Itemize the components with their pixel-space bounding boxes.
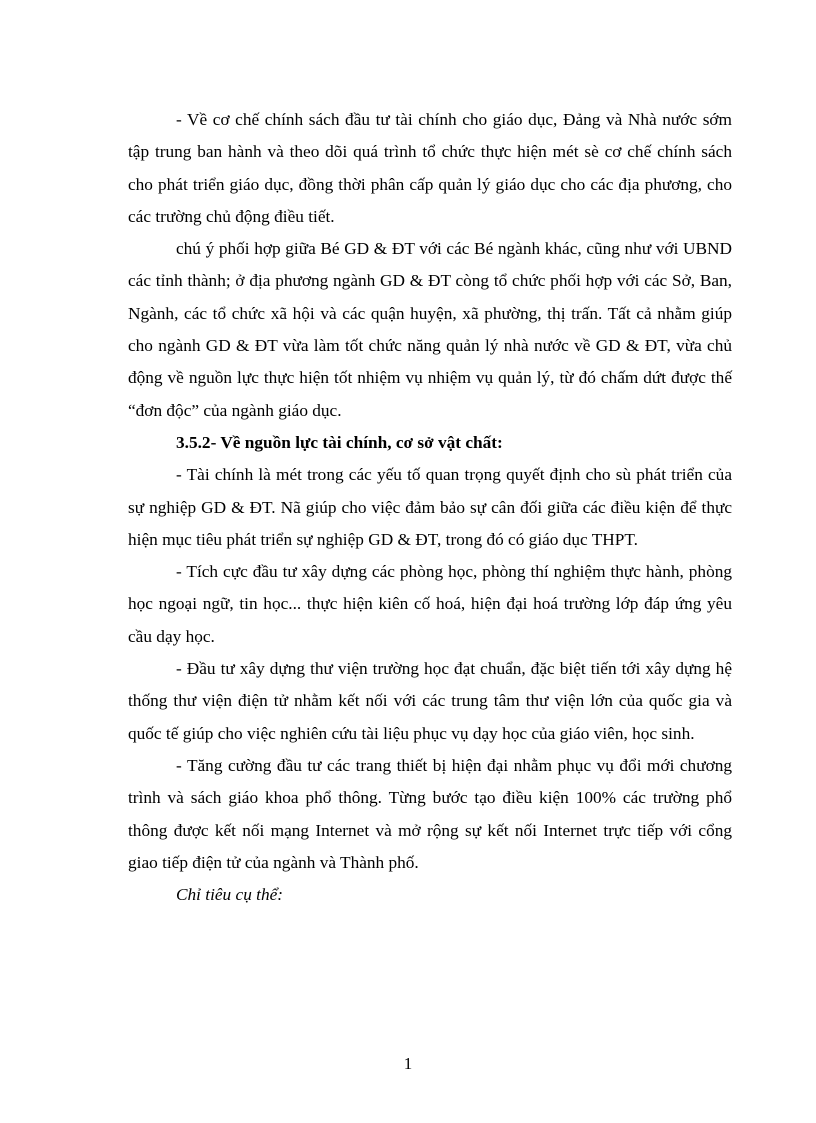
specific-targets-label: Chỉ tiêu cụ thể: bbox=[176, 885, 284, 905]
paragraph-coordination: chú ý phối hợp giữa Bé GD & ĐT với các Bé ngành khác, cũng như với UBND các tỉnh thành; ở địa phương ngành GD & ĐT còng tổ chức phối hợp với các Sở, Ban, Ngành, các tổ chức xã hội và các quận huyện, xã phường, thị trấn. Tất cả nhằm giúp cho ngành GD & ĐT vừa làm tốt chức năng quản lý nhà nước về GD & ĐT, vừa chủ động về nguồn lực thực hiện tốt nhiệm vụ nhiệm vụ quản lý, từ đó chấm dứt được thế “đơn độc” của ngành giáo dục. bbox=[128, 239, 732, 420]
page-number: 1 bbox=[403, 1054, 413, 1073]
document-body bbox=[128, 104, 732, 911]
paragraph-library: - Đầu tư xây dựng thư viện trường học đạt chuẩn, đặc biệt tiến tới xây dựng hệ thống thư viện điện tử nhằm kết nối với các trung tâm thư viện lớn của quốc gia và quốc tế giúp cho việc nghiên cứu tài liệu phục vụ dạy học của giáo viên, học sinh. bbox=[128, 659, 732, 743]
paragraph-finance: - Tài chính là mét trong các yếu tố quan trọng quyết định cho sù phát triển của sự nghiệp GD & ĐT. Nã giúp cho việc đảm bảo sự cân đối giữa các điều kiện để thực hiện mục tiêu phát triển sự nghiệp GD & ĐT, trong đó có giáo dục THPT. bbox=[128, 465, 732, 549]
paragraph-equipment: - Tăng cường đầu tư các trang thiết bị hiện đại nhằm phục vụ đổi mới chương trình và sách giáo khoa phổ thông. Từng bước tạo điều kiện 100% các trường phổ thông được kết nối mạng Internet và mở rộng sự kết nối Internet trực tiếp với cổng giao tiếp điện tử của ngành và Thành phố. bbox=[128, 755, 732, 872]
paragraph-classrooms: - Tích cực đầu tư xây dựng các phòng học, phòng thí nghiệm thực hành, phòng học ngoại ngữ, tin học... thực hiện kiên cố hoá, hiện đại hoá trường lớp đáp ứng yêu cầu dạy học. bbox=[128, 562, 732, 646]
paragraph-policy: - Về cơ chế chính sách đầu tư tài chính cho giáo dục, Đảng và Nhà nước sớm tập trung ban hành và theo dõi quá trình tổ chức thực hiện mét sè cơ chế chính sách cho phát triển giáo dục, đồng thời phân cấp quản lý giáo dục cho các địa phương, cho các trường chủ động điều tiết. bbox=[128, 110, 732, 226]
section-heading: 3.5.2- Về nguồn lực tài chính, cơ sở vật chất: bbox=[176, 432, 503, 452]
